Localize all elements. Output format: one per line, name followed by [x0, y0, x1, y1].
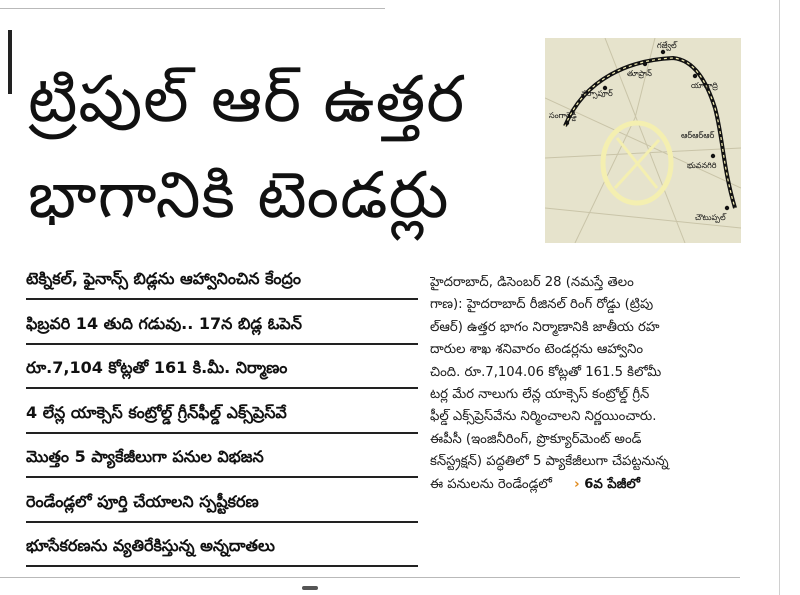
map-label-rrr: ఆర్ఆర్ఆర్ [681, 131, 715, 140]
body-line: దారుల శాఖ శనివారం టెండర్లను ఆహ్వానిం [430, 342, 644, 358]
left-accent-bar [8, 30, 12, 94]
article-body [430, 272, 742, 496]
subheading: ఫిబ్రవరి 14 తుది గడువు.. 17న బిడ్ల ఓపెన్ [26, 309, 418, 345]
map-label-choutuppal: చౌటుప్పల్ [695, 213, 726, 222]
subheadings-list [26, 264, 418, 576]
body-line: చింది. రూ.7,104.06 కోట్లతో 161.5 కిలోమీ [430, 364, 662, 380]
page-marker [302, 586, 318, 590]
body-line: కన్‌స్ట్రక్షన్) పద్ధతిలో 5 ప్యాకేజీలుగా చేపట్టనున్న [430, 454, 669, 470]
headline-line-1: ట్రిపుల్ ఆర్ ఉత్తర [28, 63, 466, 137]
map-label-toopran: తూప్రాన్ [627, 69, 652, 78]
chevron-right-icon: › [574, 476, 580, 492]
headline-line-2: భాగానికి టెండర్లు [28, 159, 450, 233]
map-label-sangareddy: సంగారెడ్డి [549, 111, 577, 120]
map-label-gajwel: గజ్వేల్ [657, 41, 677, 50]
body-last-line [430, 474, 742, 496]
headline [28, 52, 533, 244]
body-line: ల్‌ఆర్) ఉత్తర భాగం నిర్మాణానికి జాతీయ రహ [430, 319, 660, 335]
body-line: గాణ): హైదరాబాద్ రీజినల్ రింగ్ రోడ్డు (ట్రిపు [430, 297, 654, 313]
bottom-rule [0, 577, 740, 578]
subheading: 4 లేన్ల యాక్సెస్ కంట్రోల్డ్ గ్రీన్‌ఫీల్డ్ ఎక్స్‌ప్రెస్‌వే [26, 398, 418, 434]
subheading: భూసేకరణను వ్యతిరేకిస్తున్న అన్నదాతలు [26, 531, 418, 567]
continuation-link[interactable] [574, 477, 640, 492]
route-map [545, 38, 741, 243]
column-divider [779, 0, 780, 595]
map-label-yadadri: యాదాద్రి [691, 81, 718, 90]
subheading: మొత్తం 5 ప్యాకేజీలుగా పనుల విభజన [26, 442, 418, 478]
map-label-bhuvanagiri: భువనగిరి [687, 161, 717, 170]
route-map-graphic [545, 38, 741, 243]
body-line: ఫీల్డ్ ఎక్స్‌ప్రెస్‌వేను నిర్మించాలని నిర్ణయించారు. [430, 409, 657, 425]
body-last-text: ఈ పనులను రెండేండ్లలో [430, 476, 552, 492]
subheading: రెండేండ్లలో పూర్తి చేయాలని స్పష్టీకరణ [26, 487, 418, 523]
map-label-narsapur: నర్సాపూర్ [581, 89, 613, 98]
body-line: ఈపీసీ (ఇంజినీరింగ్, ప్రొక్యూర్‌మెంట్ అండ్ [430, 431, 642, 447]
body-line: హైదరాబాద్, డిసెంబర్ 28 (నమస్తే తెలం [430, 275, 634, 290]
subheading: టెక్నికల్, ఫైనాన్స్ బిడ్లను ఆహ్వానించిన కేంద్రం [26, 264, 418, 300]
top-rule [0, 8, 385, 9]
continuation-label: 6వ పేజీలో [584, 476, 640, 492]
body-line: టర్ల మేర నాలుగు లేన్ల యాక్సెస్ కంట్రోల్డ్ గ్రీన్ [430, 386, 650, 402]
subheading: రూ.7,104 కోట్లతో 161 కి.మీ. నిర్మాణం [26, 353, 418, 389]
